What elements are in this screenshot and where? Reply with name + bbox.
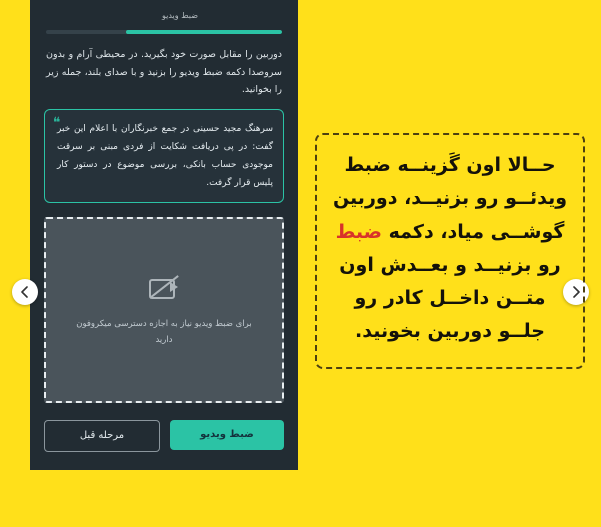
caption-line-3: دوربین گوشــی میاد، دکمه: [332, 187, 565, 243]
caption-highlight: ضبط: [335, 220, 383, 243]
record-video-button[interactable]: ضبط ویدیو: [170, 420, 284, 450]
chevron-left-icon: [20, 286, 30, 298]
button-row: [44, 420, 284, 452]
phone-mockup: [30, 0, 298, 470]
quote-box: [44, 109, 284, 203]
caption-line-6: بخونید.: [355, 320, 421, 343]
phone-topbar: [44, 0, 284, 28]
quote-text: سرهنگ مجید حسینی در جمع خبرنگاران با اعلام این خبر گفت: در پی دریافت شکایت از فردی مبنی بر سرقت موجودی حساب بانکی، بررسی موضوع در دستور کار پلیس قرار گرفت.: [57, 123, 273, 188]
caption-line-2: ضبط ویدئــو رو بزنیــد،: [344, 154, 568, 210]
quote-mark-icon: ❝: [53, 114, 61, 131]
caption-card: [315, 133, 585, 369]
caption-line-5: داخــل کادر رو جلــو دوربین: [354, 287, 545, 343]
camera-off-icon: [147, 272, 181, 302]
progress-bar: [46, 30, 282, 34]
phone-topbar-title: ضبط ویدیو: [162, 10, 198, 20]
carousel-next-button[interactable]: [12, 279, 38, 305]
video-permission-hint: برای ضبط ویدیو نیاز به اجازه دسترسی میکروفون دارید: [76, 318, 252, 345]
caption-line-1: حــالا اون گَزینــه: [397, 154, 556, 176]
progress-bar-fill: [126, 30, 282, 34]
caption-text: [329, 149, 571, 349]
instruction-text: دوربین را مقابل صورت خود بگیرید. در محیطی آرام و بدون سروصدا دکمه ضبط ویدیو را بزنید و با صدای بلند، جمله زیر را بخوانید.: [46, 49, 282, 96]
video-preview-area[interactable]: [44, 217, 284, 403]
previous-step-button[interactable]: مرحله قبل: [44, 420, 160, 452]
caption-line-4: رو بزنیــد و بعــدش اون متــن: [339, 253, 561, 309]
